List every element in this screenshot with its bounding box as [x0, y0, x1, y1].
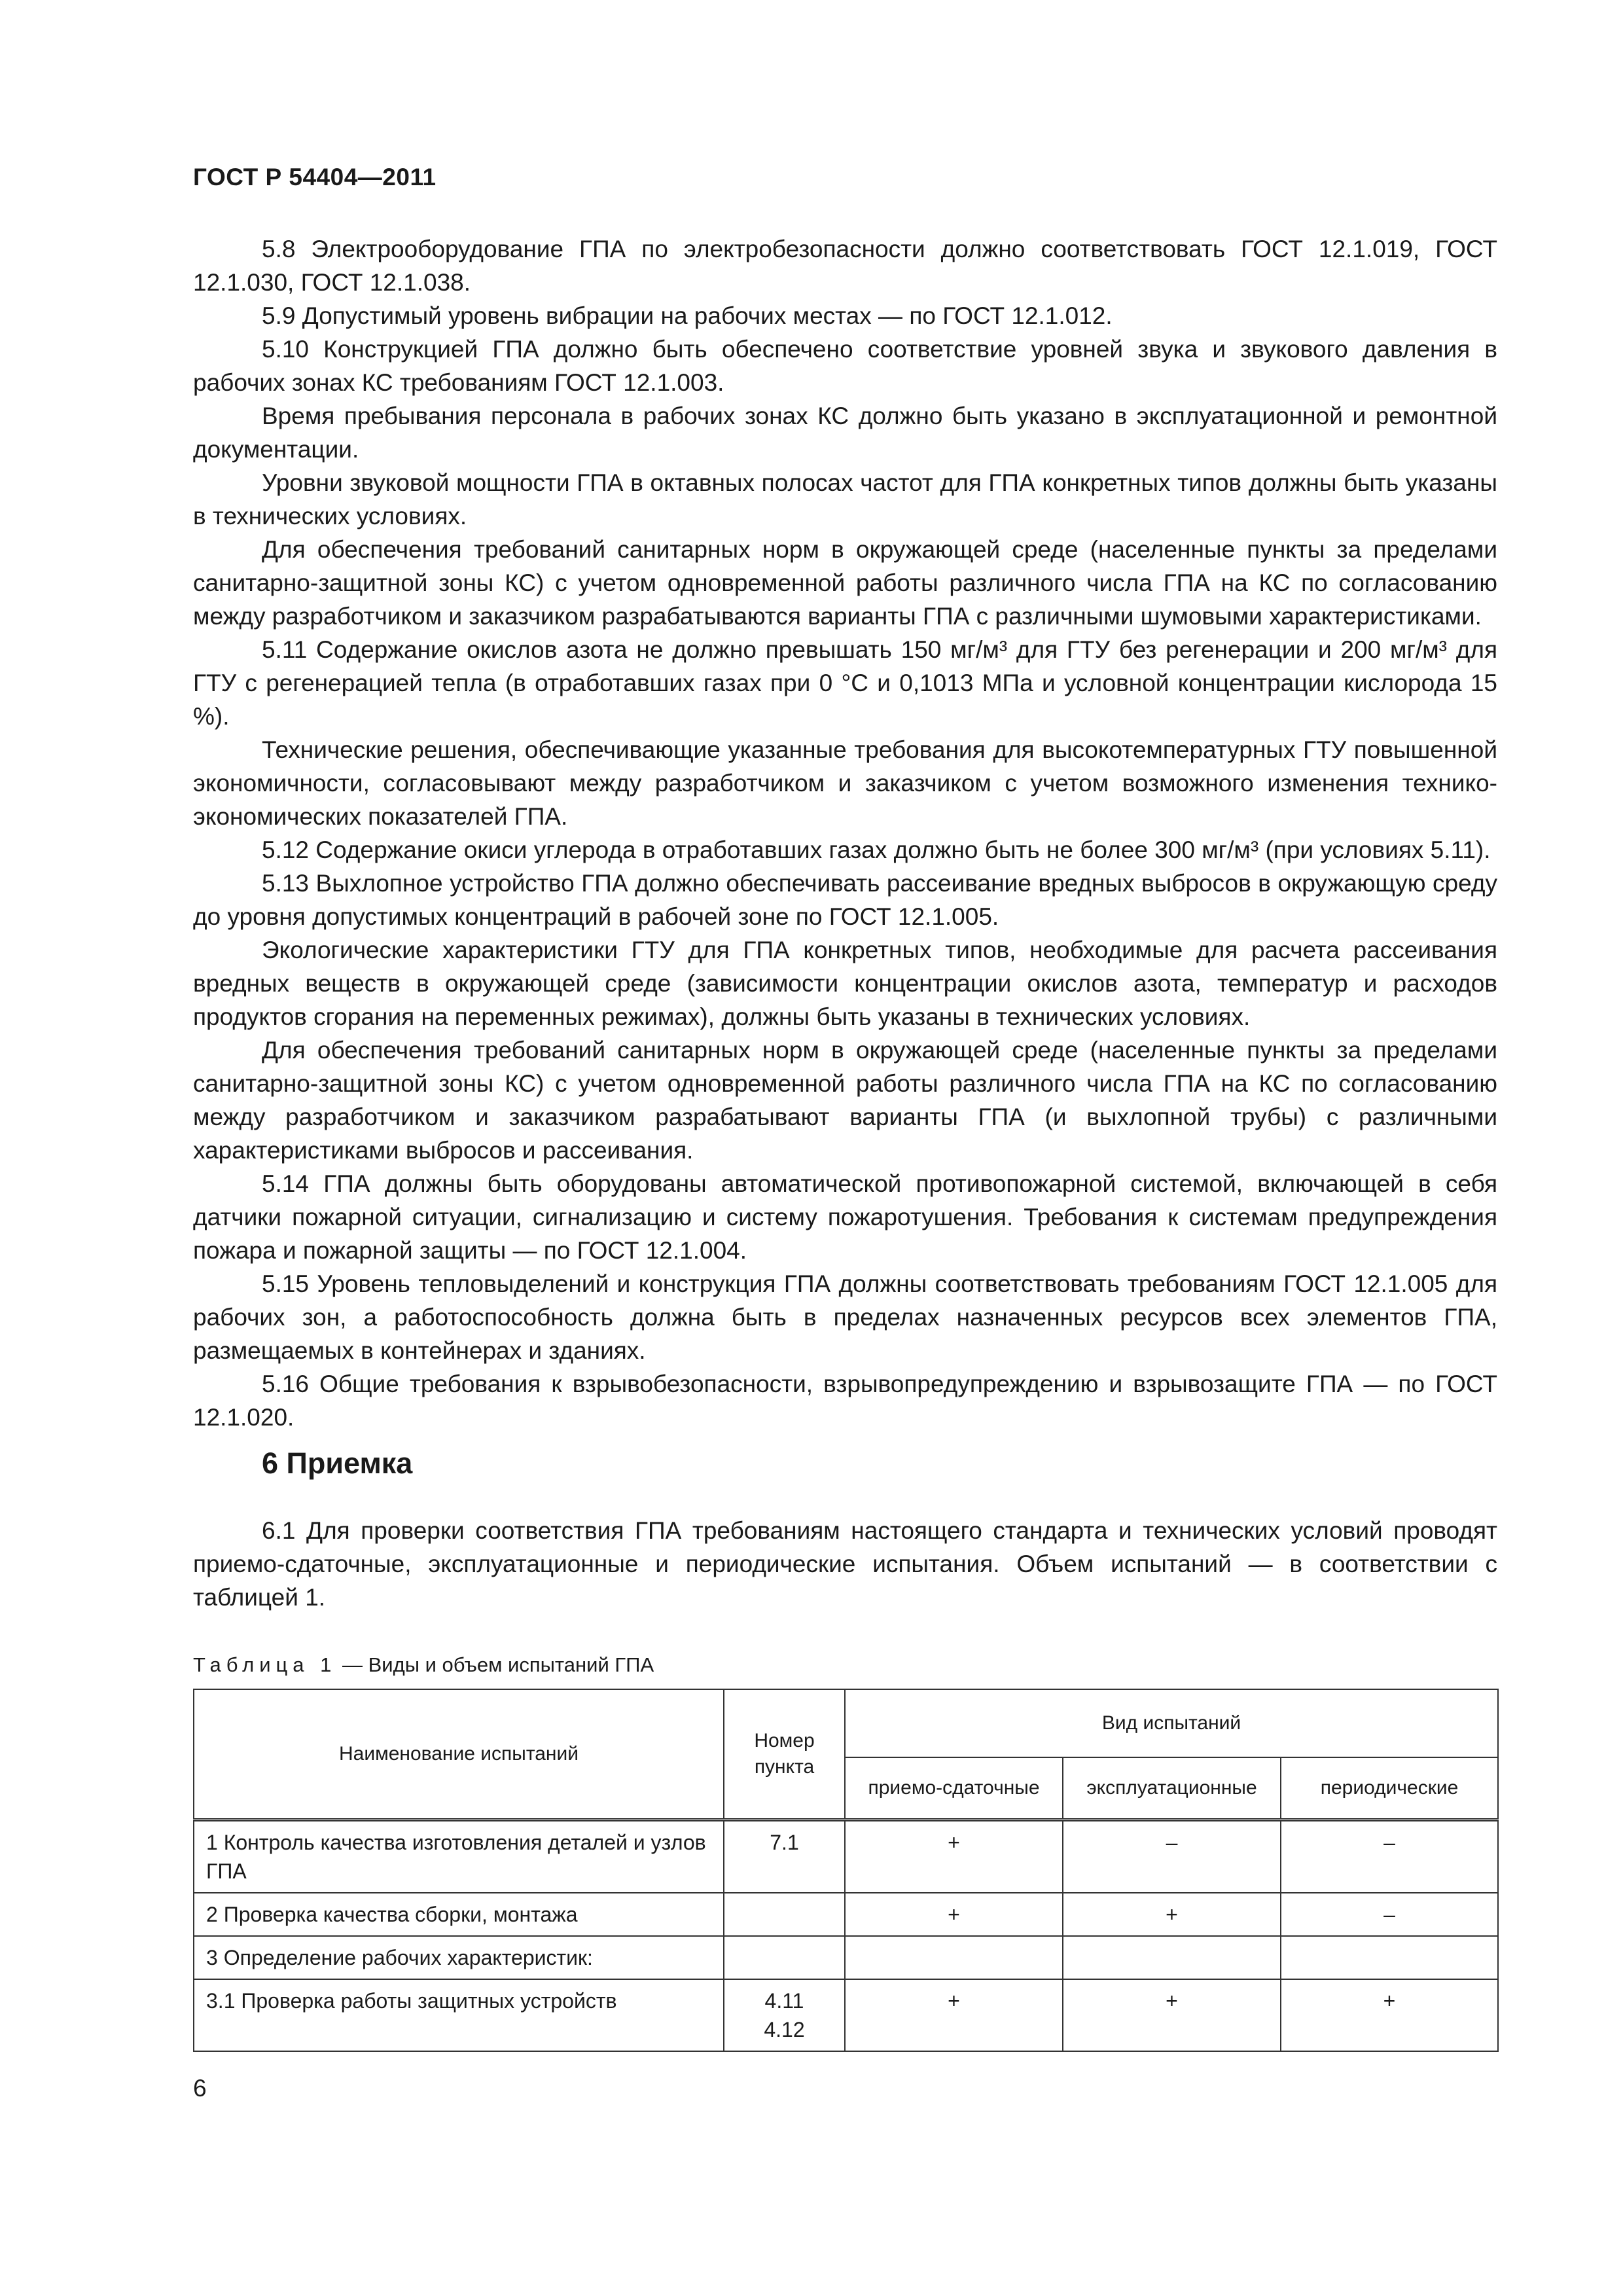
table-row [194, 1936, 1498, 1979]
section-6-title: 6 Приемка [262, 1446, 413, 1480]
paragraph: 5.15 Уровень тепловыделений и конструкция ГПА должны соответствовать требованиям ГОСТ 12.1.005 для рабочих зон, а работоспособность должна быть в пределах назначенных ресурсов всех элементов ГПА, размещаемых в контейнерах и зданиях. [193, 1270, 1497, 1364]
cell-clause-number: 7.1 [724, 1820, 845, 1893]
table-row [194, 1893, 1498, 1936]
cell-acceptance [845, 1936, 1063, 1979]
paragraph: 5.14 ГПА должны быть оборудованы автоматической противопожарной системой, включающей в себя датчики пожарной ситуации, сигнализацию и систему пожаротушения. Требования к системам предупреждения пожара и пожарной защиты — по ГОСТ 12.1.004. [193, 1170, 1497, 1264]
paragraph: Время пребывания персонала в рабочих зонах КС должно быть указано в эксплуатационной и ремонтной документации. [193, 403, 1497, 463]
cell-operational: + [1063, 1979, 1281, 2051]
cell-operational: + [1063, 1893, 1281, 1936]
header-periodic: периодические [1281, 1757, 1498, 1820]
cell-operational [1063, 1936, 1281, 1979]
cell-periodic: – [1281, 1893, 1498, 1936]
header-test-name: Наименование испытаний [194, 1689, 724, 1820]
cell-acceptance: + [845, 1979, 1063, 2051]
paragraph: Технические решения, обеспечивающие указанные требования для высокотемпературных ГТУ повышенной экономичности, согласовывают между разработчиком и заказчиком с учетом возможного изменения технико-экономических показателей ГПА. [193, 736, 1497, 830]
cell-periodic: + [1281, 1979, 1498, 2051]
cell-acceptance: + [845, 1893, 1063, 1936]
table-row [194, 1820, 1498, 1893]
header-clause-number: Номер пункта [724, 1689, 845, 1820]
cell-clause-number: 4.11 4.12 [724, 1979, 845, 2051]
page-number: 6 [193, 2075, 207, 2102]
paragraph: 5.12 Содержание окиси углерода в отработавших газах должно быть не более 300 мг/м³ (при условиях 5.11). [262, 836, 1491, 863]
cell-clause-number [724, 1936, 845, 1979]
paragraph: Уровни звуковой мощности ГПА в октавных полосах частот для ГПА конкретных типов должны быть указаны в технических условиях. [193, 469, 1497, 529]
paragraph: Экологические характеристики ГТУ для ГПА конкретных типов, необходимые для расчета рассеивания вредных веществ в окружающей среде (зависимости концентрации окислов азота, температур и расходов продуктов сгорания на переменных режимах), должны быть указаны в технических условиях. [193, 937, 1497, 1030]
cell-test-name: 1 Контроль качества изготовления деталей и узлов ГПА [194, 1820, 724, 1893]
paragraph: Для обеспечения требований санитарных норм в окружающей среде (населенные пункты за пределами санитарно-защитной зоны КС) с учетом одновременной работы различного числа ГПА на КС по согласованию между разработчиком и заказчиком разрабатывают варианты ГПА (и выхлопной трубы) с различными характеристиками выбросов и рассеивания. [193, 1037, 1497, 1164]
cell-periodic [1281, 1936, 1498, 1979]
paragraph: 6.1 Для проверки соответствия ГПА требованиям настоящего стандарта и технических условий проводят приемо-сдаточные, эксплуатационные и периодические испытания. Объем испытаний — в соответствии с таблицей 1. [193, 1517, 1497, 1611]
paragraph: 5.13 Выхлопное устройство ГПА должно обеспечивать рассеивание вредных выбросов в окружающую среду до уровня допустимых концентраций в рабочей зоне по ГОСТ 12.1.005. [193, 870, 1497, 930]
table-caption-text: — Виды и объем испытаний ГПА [336, 1653, 654, 1676]
header-acceptance: приемо-сдаточные [845, 1757, 1063, 1820]
table-row [194, 1979, 1498, 2051]
paragraph: 5.10 Конструкцией ГПА должно быть обеспечено соответствие уровней звука и звукового давления в рабочих зонах КС требованиям ГОСТ 12.1.003. [193, 336, 1497, 396]
cell-clause-number [724, 1893, 845, 1936]
document-header: ГОСТ Р 54404—2011 [193, 164, 437, 190]
table-caption-label: Таблица 1 [193, 1653, 337, 1676]
cell-periodic: – [1281, 1820, 1498, 1893]
section-6-body [193, 1514, 1497, 1614]
paragraph: 5.8 Электрооборудование ГПА по электробезопасности должно соответствовать ГОСТ 12.1.019, ГОСТ 12.1.030, ГОСТ 12.1.038. [193, 236, 1497, 296]
paragraph: 5.9 Допустимый уровень вибрации на рабочих местах — по ГОСТ 12.1.012. [262, 302, 1113, 329]
header-operational: эксплуатационные [1063, 1757, 1281, 1820]
table-caption [193, 1653, 654, 1677]
paragraph: 5.16 Общие требования к взрывобезопасности, взрывопредупреждению и взрывозащите ГПА — по ГОСТ 12.1.020. [193, 1371, 1497, 1431]
cell-test-name: 3.1 Проверка работы защитных устройств [194, 1979, 724, 2051]
cell-test-name: 2 Проверка качества сборки, монтажа [194, 1893, 724, 1936]
paragraph: Для обеспечения требований санитарных норм в окружающей среде (населенные пункты за пределами санитарно-защитной зоны КС) с учетом одновременной работы различного числа ГПА на КС по согласованию между разработчиком и заказчиком разрабатываются варианты ГПА с различными шумовыми характеристиками. [193, 536, 1497, 630]
cell-acceptance: + [845, 1820, 1063, 1893]
tests-table [193, 1689, 1499, 2052]
section-5-body [193, 232, 1497, 1434]
paragraph: 5.11 Содержание окислов азота не должно превышать 150 мг/м³ для ГТУ без регенерации и 200 мг/м³ для ГТУ с регенерацией тепла (в отработавших газах при 0 °С и 0,1013 МПа и условной концентрации кислорода 15 %). [193, 636, 1497, 730]
cell-test-name: 3 Определение рабочих характеристик: [194, 1936, 724, 1979]
header-test-type: Вид испытаний [845, 1689, 1498, 1757]
cell-operational: – [1063, 1820, 1281, 1893]
